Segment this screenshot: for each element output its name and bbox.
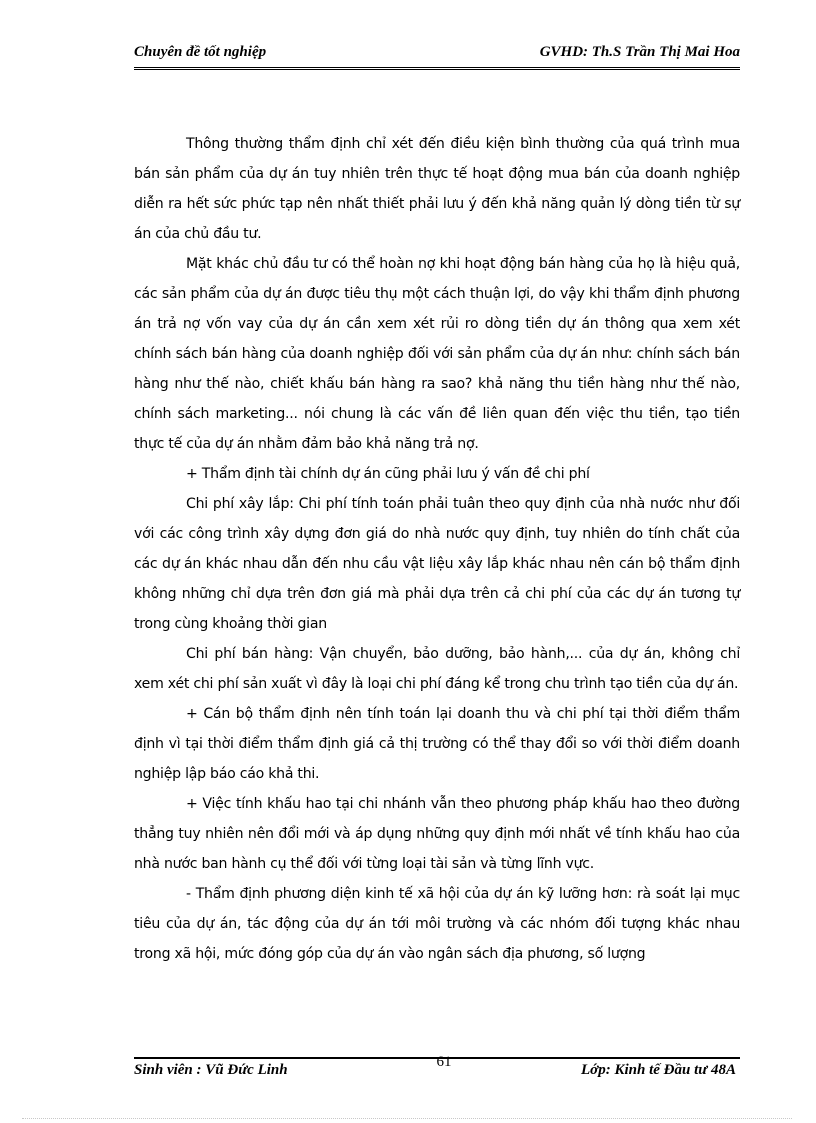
page-header — [134, 44, 740, 68]
paragraph: + Thẩm định tài chính dự án cũng phải lưu ý vấn đề chi phí — [186, 466, 590, 482]
page-number: 61 — [436, 1054, 452, 1070]
paragraph: Chi phí bán hàng: Vận chuyển, bảo dưỡng, bảo hành,... của dự án, không chỉ xem xét chi phí sản xuất vì đây là loại chi phí đáng kể trong chu trình tạo tiền của dự án. — [134, 646, 740, 692]
paragraph: Mặt khác chủ đầu tư có thể hoàn nợ khi hoạt động bán hàng của họ là hiệu quả, các sản phẩm của dự án được tiêu thụ một cách thuận lợi, do vậy khi thẩm định phương án trả nợ vốn vay của dự án cần xem xét rủi ro dòng tiền dự án thông qua xem xét chính sách bán hàng của doanh nghiệp đối với sản phẩm của dự án như: chính sách bán hàng như thế nào, chiết khấu bán hàng ra sao? khả năng thu tiền hàng như thế nào, chính sách marketing... nói chung là các vấn đề liên quan đến việc thu tiền, tạo tiền thực tế của dự án nhằm đảm bảo khả năng trả nợ. — [134, 256, 740, 452]
page-bottom-dotted-line — [22, 1118, 792, 1119]
paragraph: + Việc tính khấu hao tại chi nhánh vẫn theo phương pháp khấu hao theo đường thẳng tuy nhiên nên đổi mới và áp dụng những quy định mới nhất về tính khấu hao của nhà nước ban hành cụ thể đối với từng loại tài sản và từng lĩnh vực. — [134, 796, 740, 872]
footer-class: Lớp: Kinh tế Đầu tư 48A — [581, 1062, 736, 1078]
paragraph: Thông thường thẩm định chỉ xét đến điều kiện bình thường của quá trình mua bán sản phẩm của dự án tuy nhiên trên thực tế hoạt động mua bán của doanh nghiệp diễn ra hết sức phức tạp nên nhất thiết phải lưu ý đến khả năng quản lý dòng tiền từ sự án của chủ đầu tư. — [134, 136, 740, 242]
document-body — [134, 129, 740, 969]
page-footer — [134, 1054, 740, 1084]
header-supervisor: GVHD: Th.S Trần Thị Mai Hoa — [539, 44, 740, 60]
header-rule — [134, 67, 740, 70]
footer-student: Sinh viên : Vũ Đức Linh — [134, 1062, 288, 1078]
header-document-type: Chuyên đề tốt nghiệp — [134, 44, 267, 60]
paragraph: Chi phí xây lắp: Chi phí tính toán phải tuân theo quy định của nhà nước như đối với các công trình xây dựng đơn giá do nhà nước quy định, tuy nhiên do tính chất của các dự án khác nhau dẫn đến nhu cầu vật liệu xây lắp khác nhau nên cán bộ thẩm định không những chỉ dựa trên đơn giá mà phải dựa trên cả chi phí của các dự án tương tự trong cùng khoảng thời gian — [134, 496, 740, 632]
paragraph: + Cán bộ thẩm định nên tính toán lại doanh thu và chi phí tại thời điểm thẩm định vì tại thời điểm thẩm định giá cả thị trường có thể thay đổi so với thời điểm doanh nghiệp lập báo cáo khả thi. — [134, 706, 740, 782]
paragraph: - Thẩm định phương diện kinh tế xã hội của dự án kỹ lưỡng hơn: rà soát lại mục tiêu của dự án, tác động của dự án tới môi trường và các nhóm đối tượng khác nhau trong xã hội, mức đóng góp của dự án vào ngân sách địa phương, số lượng — [134, 886, 740, 962]
